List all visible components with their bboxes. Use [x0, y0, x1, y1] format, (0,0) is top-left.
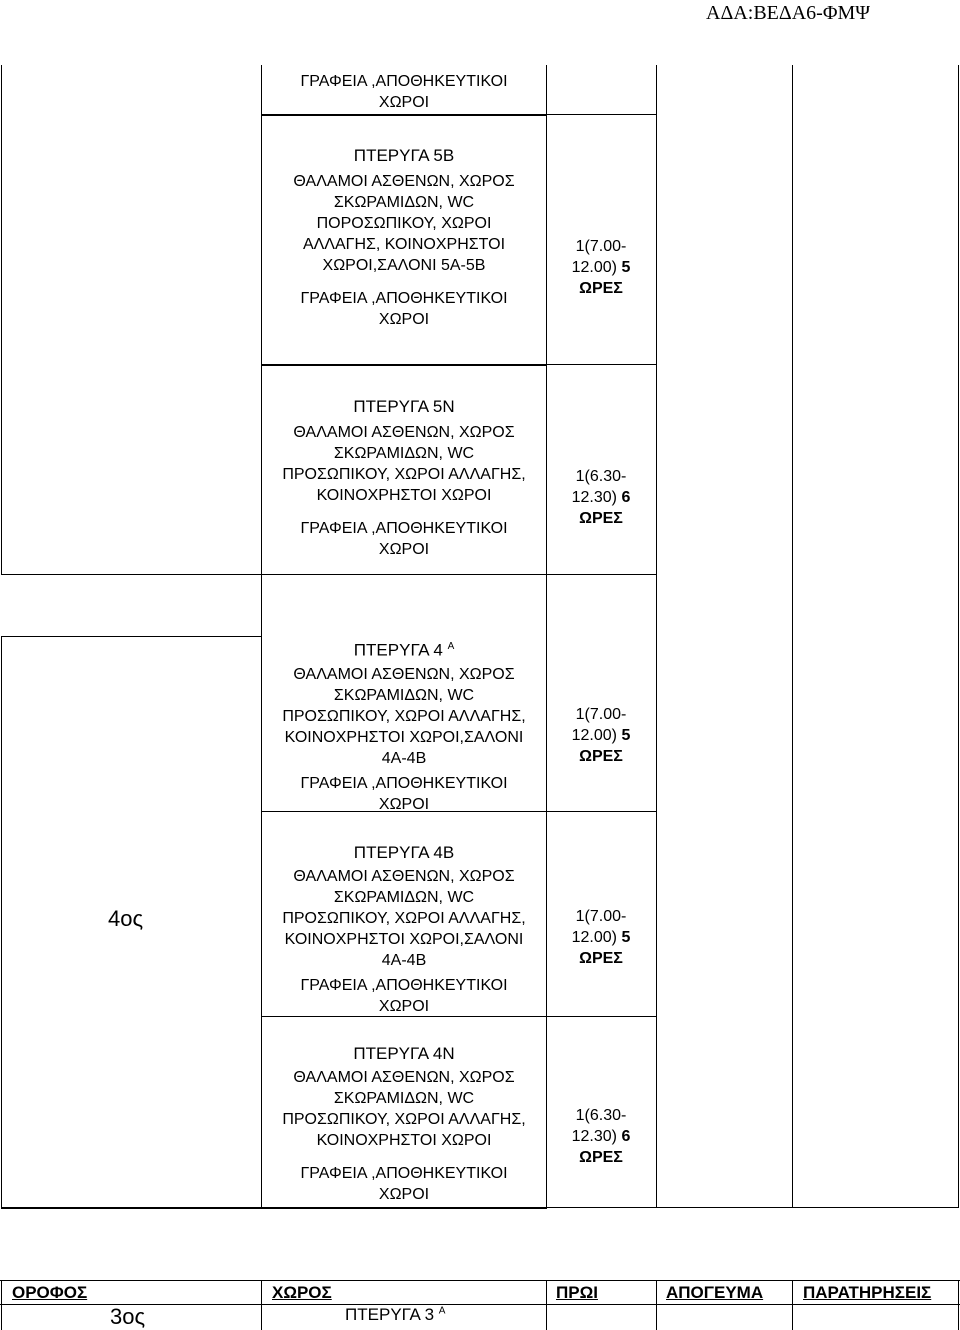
- description-line: ΣΚΩΡΑΜΙΔΩΝ, WC: [333, 889, 475, 906]
- description-line: ΠΡΟΣΩΠΙΚΟΥ, ΧΩΡΟΙ ΑΛΛΑΓΗΣ,: [282, 910, 526, 927]
- wing-title: ΠΤΕΡΥΓΑ 5Ν: [353, 397, 455, 416]
- description-line: ΣΚΩΡΑΜΙΔΩΝ, WC: [333, 686, 475, 704]
- description-line: ΑΛΛΑΓΗΣ, ΚΟΙΝΟΧΡΗΣΤΟΙ: [302, 236, 506, 253]
- page-identifier: ΑΔΑ:ΒΕΔΑ6-ΦΜΨ: [706, 2, 870, 24]
- hours-label: ΩΡΕΣ: [579, 950, 623, 967]
- description-line: ΠΡΟΣΩΠΙΚΟΥ, ΧΩΡΟΙ ΑΛΛΑΓΗΣ,: [282, 466, 526, 483]
- description-line: ΠΡΟΣΩΠΙΚΟΥ, ΧΩΡΟΙ ΑΛΛΑΓΗΣ,: [282, 1111, 526, 1128]
- wing-title-text: ΠΤΕΡΥΓΑ 4: [353, 640, 443, 660]
- header-col-divider: [546, 1280, 547, 1330]
- description-line: ΘΑΛΑΜΟΙ ΑΣΘΕΝΩΝ, ΧΩΡΟΣ: [293, 868, 515, 885]
- office-line: ΓΡΑΦΕΙΑ ,ΑΠΟΘΗΚΕΥΤΙΚΟΙ: [300, 73, 508, 90]
- office-line: ΓΡΑΦΕΙΑ ,ΑΠΟΘΗΚΕΥΤΙΚΟΙ: [300, 1165, 508, 1182]
- floor-divider: [1, 636, 261, 637]
- wing-title-superscript: Α: [438, 1305, 446, 1317]
- description-line: ΣΚΩΡΑΜΙΔΩΝ, WC: [333, 445, 475, 462]
- hours-label: ΩΡΕΣ: [579, 748, 623, 765]
- office-line: ΓΡΑΦΕΙΑ ,ΑΠΟΘΗΚΕΥΤΙΚΟΙ: [300, 774, 508, 792]
- description-line: ΚΟΙΝΟΧΡΗΣΤΟΙ ΧΩΡΟΙ: [316, 1132, 492, 1149]
- row-divider: [546, 364, 656, 365]
- space-cell-top-continuation: [262, 71, 546, 113]
- description-line: ΘΑΛΑΜΟΙ ΑΣΘΕΝΩΝ, ΧΩΡΟΣ: [293, 173, 515, 190]
- shift-hours: 5: [621, 727, 631, 744]
- office-line: ΓΡΑΦΕΙΑ ,ΑΠΟΘΗΚΕΥΤΙΚΟΙ: [300, 977, 508, 994]
- hours-label: ΩΡΕΣ: [579, 510, 623, 527]
- wing-title: [262, 636, 546, 661]
- header-notes: ΠΑΡΑΤΗΡΗΣΕΙΣ: [803, 1283, 932, 1302]
- table-col-divider-morning: [656, 65, 657, 1208]
- header-col-divider: [656, 1280, 657, 1330]
- space-cell-wing-5n: [262, 396, 546, 560]
- description-line: ΠΡΟΣΩΠΙΚΟΥ, ΧΩΡΟΙ ΑΛΛΑΓΗΣ,: [282, 707, 526, 725]
- morning-shift-wing-4n: [546, 1105, 656, 1168]
- shift-start: 1(7.00-: [575, 706, 627, 723]
- table-col-divider-afternoon: [792, 65, 793, 1208]
- shift-end: 12.30): [571, 489, 617, 506]
- shift-end: 12.00): [571, 727, 617, 744]
- shift-hours: 5: [621, 929, 631, 946]
- description-line: ΚΟΙΝΟΧΡΗΣΤΟΙ ΧΩΡΟΙ: [316, 487, 492, 504]
- wing-title-3a: [345, 1305, 445, 1325]
- floor-label-3: 3ος: [110, 1304, 146, 1329]
- office-line: ΧΩΡΟΙ: [378, 1186, 430, 1203]
- shift-hours: 6: [621, 489, 631, 506]
- space-cell-wing-4n: [262, 1043, 546, 1205]
- shift-start: 1(6.30-: [575, 1107, 627, 1124]
- office-line: ΧΩΡΟΙ: [378, 94, 430, 111]
- header-col-divider: [1, 1280, 2, 1330]
- header-space: ΧΩΡΟΣ: [272, 1283, 332, 1302]
- header-floor: ΟΡΟΦΟΣ: [12, 1283, 88, 1302]
- shift-end: 12.00): [571, 929, 617, 946]
- office-line: ΓΡΑΦΕΙΑ ,ΑΠΟΘΗΚΕΥΤΙΚΟΙ: [300, 520, 508, 537]
- wing-title: ΠΤΕΡΥΓΑ 4Ν: [353, 1044, 455, 1063]
- header-col-divider: [792, 1280, 793, 1330]
- office-line: ΧΩΡΟΙ: [378, 998, 430, 1015]
- office-line: ΧΩΡΟΙ: [378, 311, 430, 328]
- floor-label-4: 4ος: [108, 906, 144, 931]
- description-line: ΠΟΡΟΣΩΠΙΚΟΥ, ΧΩΡΟΙ: [316, 215, 492, 232]
- description-line: ΧΩΡΟΙ,ΣΑΛΟΝΙ 5Α-5Β: [322, 257, 486, 274]
- morning-shift-wing-4a: [546, 704, 656, 767]
- shift-end: 12.00): [571, 259, 617, 276]
- hours-label: ΩΡΕΣ: [579, 280, 623, 297]
- header-col-divider: [958, 1280, 959, 1330]
- space-cell-wing-4b: [262, 842, 546, 1017]
- description-line: ΘΑΛΑΜΟΙ ΑΣΘΕΝΩΝ, ΧΩΡΟΣ: [293, 1069, 515, 1086]
- table-border-right: [958, 65, 959, 1208]
- table-border-left-lower: [1, 636, 2, 1208]
- shift-end: 12.30): [571, 1128, 617, 1145]
- morning-shift-wing-5n: [546, 466, 656, 529]
- table-bottom-lower: [547, 1207, 959, 1208]
- space-cell-wing-4a: [262, 636, 546, 815]
- shift-hours: 5: [621, 259, 631, 276]
- description-line: ΚΟΙΝΟΧΡΗΣΤΟΙ ΧΩΡΟΙ,ΣΑΛΟΝΙ: [284, 728, 524, 746]
- wing-title-text: ΠΤΕΡΥΓΑ 3: [345, 1305, 435, 1324]
- header-col-divider: [261, 1280, 262, 1330]
- row-divider: [261, 114, 546, 116]
- description-line: ΚΟΙΝΟΧΡΗΣΤΟΙ ΧΩΡΟΙ,ΣΑΛΟΝΙ: [284, 931, 524, 948]
- office-line: ΓΡΑΦΕΙΑ ,ΑΠΟΘΗΚΕΥΤΙΚΟΙ: [300, 290, 508, 307]
- wing-title: ΠΤΕΡΥΓΑ 4Β: [353, 843, 455, 862]
- description-line: ΣΚΩΡΑΜΙΔΩΝ, WC: [333, 194, 475, 211]
- description-line: ΘΑΛΑΜΟΙ ΑΣΘΕΝΩΝ, ΧΩΡΟΣ: [293, 424, 515, 441]
- shift-start: 1(6.30-: [575, 468, 627, 485]
- description-line: 4Α-4Β: [381, 749, 427, 767]
- space-cell-wing-5b: [262, 145, 546, 330]
- row-divider: [261, 364, 546, 366]
- hours-label: ΩΡΕΣ: [579, 1149, 623, 1166]
- shift-start: 1(7.00-: [575, 908, 627, 925]
- morning-shift-wing-4b: [546, 906, 656, 969]
- office-line: ΧΩΡΟΙ: [378, 795, 430, 813]
- header-afternoon: ΑΠΟΓΕΥΜΑ: [666, 1283, 764, 1302]
- table-border-left-upper: [1, 65, 2, 575]
- table-bottom-upper: [1, 574, 656, 575]
- description-line: ΣΚΩΡΑΜΙΔΩΝ, WC: [333, 1090, 475, 1107]
- wing-title: ΠΤΕΡΥΓΑ 5Β: [353, 146, 455, 165]
- description-line: ΘΑΛΑΜΟΙ ΑΣΘΕΝΩΝ, ΧΩΡΟΣ: [293, 665, 515, 683]
- shift-hours: 6: [621, 1128, 631, 1145]
- morning-shift-wing-5b: [546, 236, 656, 299]
- shift-start: 1(7.00-: [575, 238, 627, 255]
- description-line: 4Α-4Β: [381, 952, 427, 969]
- table-bottom-lower: [1, 1207, 547, 1209]
- header-morning: ΠΡΩΙ: [556, 1283, 598, 1302]
- wing-title-superscript: Α: [447, 641, 455, 652]
- office-line: ΧΩΡΟΙ: [378, 541, 430, 558]
- row-divider: [546, 114, 656, 115]
